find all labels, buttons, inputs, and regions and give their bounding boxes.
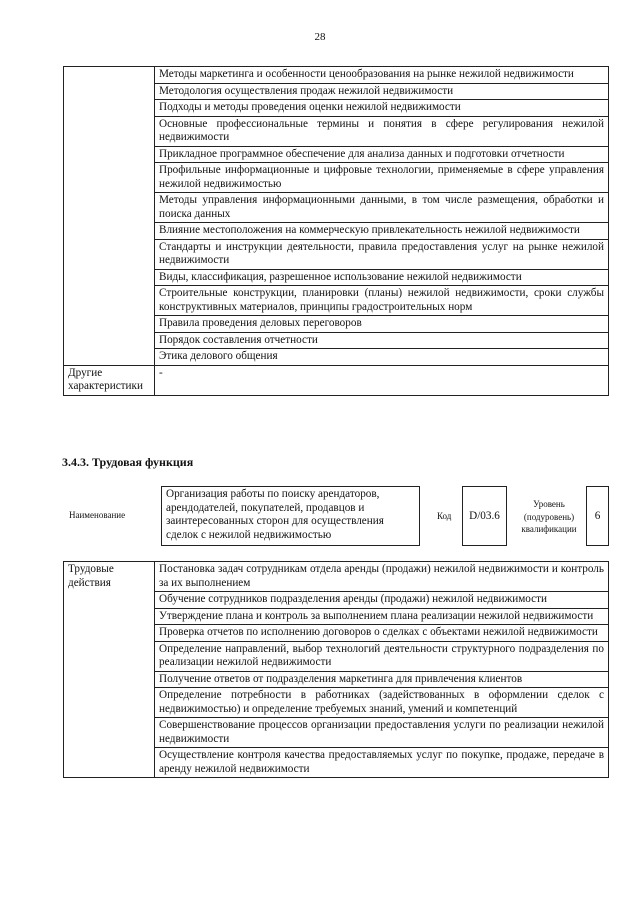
section-heading: 3.4.3. Трудовая функция [62,455,194,469]
labor-action-item: Утверждение плана и контроль за выполнением плана реализации нежилой недвижимости [155,608,609,625]
knowledge-item: Методы управления информационными данными, в том числе размещения, обработки и поиска данных [155,193,609,223]
labor-action-item: Получение ответов от подразделения маркетинга для привлечения клиентов [155,671,609,688]
table-row [64,562,609,592]
labor-action-item: Проверка отчетов по исполнению договоров о сделках с объектами нежилой недвижимости [155,625,609,642]
knowledge-item: Прикладное программное обеспечение для анализа данных и подготовки отчетности [155,146,609,163]
table-row [64,67,609,84]
knowledge-item: Методы маркетинга и особенности ценообразования на рынке нежилой недвижимости [155,67,609,84]
function-name-value: Организация работы по поиску арендаторов, арендодателей, покупателей, продавцов и заинтересованных сторон для осуществления сделок с нежилой недвижимостью [161,486,420,546]
knowledge-table [63,66,609,396]
labor-action-item: Определение направлений, выбор технологий деятельности структурного подразделения по реализации нежилой недвижимости [155,641,609,671]
function-name-label: Наименование [69,510,126,520]
knowledge-item: Этика делового общения [155,349,609,366]
labor-action-item: Обучение сотрудников подразделения аренды (продажи) нежилой недвижимости [155,592,609,609]
labor-action-item: Постановка задач сотрудникам отдела аренды (продажи) нежилой недвижимости и контроль за их выполнением [155,562,609,592]
knowledge-label-cell [64,67,155,366]
knowledge-item: Основные профессиональные термины и понятия в сфере регулирования нежилой недвижимости [155,116,609,146]
knowledge-item: Влияние местоположения на коммерческую привлекательность нежилой недвижимости [155,223,609,240]
other-characteristics-value: - [155,365,609,395]
other-characteristics-label: Другие характеристики [64,365,155,395]
labor-actions-label: Трудовые действия [64,562,155,778]
knowledge-item: Порядок составления отчетности [155,332,609,349]
knowledge-item: Стандарты и инструкции деятельности, правила предоставления услуг на рынке нежилой недвижимости [155,239,609,269]
knowledge-item: Правила проведения деловых переговоров [155,316,609,333]
labor-actions-table [63,561,609,778]
labor-action-item: Осуществление контроля качества предоставляемых услуг по покупке, продаже, передаче в аренду нежилой недвижимости [155,748,609,778]
knowledge-item: Строительные конструкции, планировки (планы) нежилой недвижимости, сроки службы конструктивных материалов, принципы градостроительных норм [155,286,609,316]
function-code-label: Код [437,511,452,521]
knowledge-item: Виды, классификация, разрешенное использование нежилой недвижимости [155,269,609,286]
knowledge-item: Методология осуществления продаж нежилой недвижимости [155,83,609,100]
page-number: 28 [314,31,326,43]
labor-action-item: Совершенствование процессов организации предоставления услуги по реализации нежилой недвижимости [155,718,609,748]
function-code-value: D/03.6 [462,486,507,546]
labor-action-item: Определение потребности в работниках (задействованных в оформлении сделок с недвижимостью) и определение требуемых знаний, умений и компетенций [155,688,609,718]
knowledge-item: Подходы и методы проведения оценки нежилой недвижимости [155,100,609,117]
knowledge-item: Профильные информационные и цифровые технологии, применяемые в сфере управления нежилой недвижимостью [155,163,609,193]
qualification-level-label: Уровень (подуровень) квалификации [521,499,577,534]
table-row [64,365,609,395]
qualification-level-value: 6 [586,486,609,546]
